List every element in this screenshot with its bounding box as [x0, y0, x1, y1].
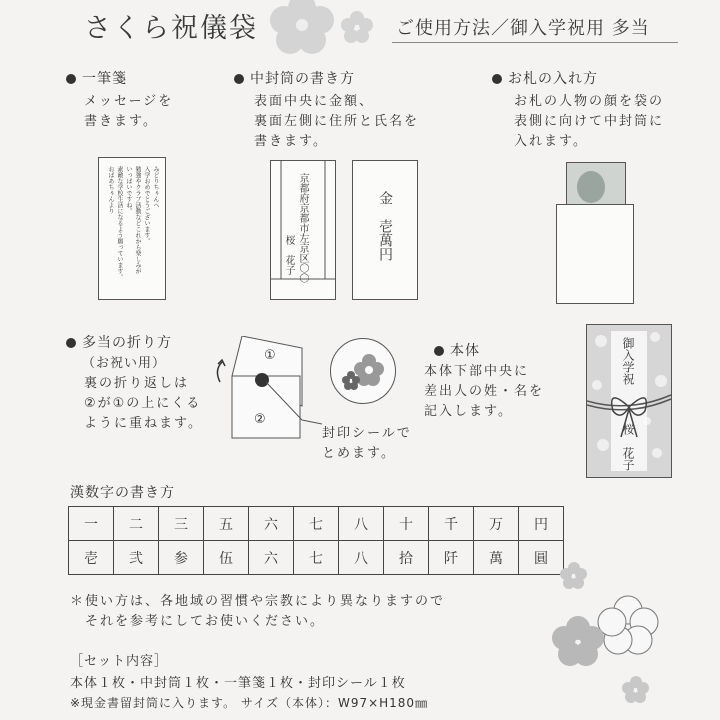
nakafuutou-back	[270, 160, 336, 300]
bullet-icon	[234, 74, 244, 84]
banknote-portrait	[577, 171, 605, 203]
kanji-cell: 三	[159, 507, 204, 541]
bullet-icon	[434, 346, 444, 356]
seal-instruction: 封印シールで とめます。	[322, 426, 412, 461]
kanji-cell: 弐	[114, 541, 159, 575]
kanji-cell: 円	[519, 507, 564, 541]
cherry-blossom-icon	[548, 556, 678, 716]
heading-text: お札の入れ方	[508, 71, 598, 87]
envelope-name: 桜 花子	[621, 423, 635, 471]
page-subtitle: ご使用方法／御入学祝用 多当	[396, 18, 650, 39]
letter-line: いっぱいですね。	[125, 166, 132, 214]
letter-line: みどりちゃんへ	[152, 166, 159, 208]
kanji-heading: 漢数字の書き方	[70, 485, 175, 501]
flap-1-label: ①	[264, 348, 276, 363]
section-tatou-text: 裏の折り返しは ②が①の上にくる ように重ねます。	[84, 376, 203, 431]
kanji-cell: 七	[294, 507, 339, 541]
section-nakafuutou-text: 表面中央に金額、 裏面左側に住所と氏名を 書きます。	[254, 94, 420, 149]
size-note: ※現金書留封筒に入ります。 サイズ（本体）：W97×H180㎜	[70, 696, 429, 710]
set-contents-list: 本体１枚・中封筒１枚・一筆箋１枚・封印シール１枚	[70, 676, 406, 691]
back-address: 京都府京都市左京区〇〇	[297, 173, 308, 283]
kanji-row	[69, 507, 564, 541]
heading-text: 一筆箋	[82, 71, 127, 87]
cherry-blossom-icon	[262, 0, 382, 60]
kanji-cell: 八	[339, 541, 384, 575]
page-title: さくら祝儀袋	[84, 13, 258, 44]
section-tatou-heading	[66, 332, 172, 352]
kanji-cell: 圓	[519, 541, 564, 575]
section-hontai-text: 本体下部中央に 差出人の姓・名を 記入します。	[424, 364, 545, 419]
subtitle-underline	[392, 42, 678, 43]
section-nakafuutou-heading	[234, 68, 355, 88]
kanji-cell: 八	[339, 507, 384, 541]
envelope-title: 御入学祝	[621, 337, 635, 385]
back-name: 桜 花子	[283, 235, 294, 275]
heading-text: 本体	[450, 343, 480, 359]
kanji-cell: 十	[384, 507, 429, 541]
kanji-cell: 六	[249, 541, 294, 575]
seal-blossom-icon	[339, 347, 387, 395]
kanji-cell: 千	[429, 507, 474, 541]
kanji-cell: 萬	[474, 541, 519, 575]
kanji-cell: 阡	[429, 541, 474, 575]
kanji-cell: 参	[159, 541, 204, 575]
bullet-icon	[492, 74, 502, 84]
kanji-cell: 万	[474, 507, 519, 541]
kanji-row	[69, 541, 564, 575]
section-ippitsusen-heading	[66, 68, 127, 88]
section-tatou-note: （お祝い用）	[82, 356, 167, 371]
kanji-numeral-table	[68, 506, 564, 575]
heading-text: 中封筒の書き方	[250, 71, 355, 87]
flap-2-label: ②	[254, 412, 266, 427]
kanji-cell: 拾	[384, 541, 429, 575]
osatsu-envelope	[556, 204, 634, 304]
front-amount: 金 壱萬円	[377, 191, 393, 261]
letter-line: おばあちゃんより	[107, 166, 114, 214]
letter-line: 勉強やクラブ活動などこれから楽しみが	[134, 166, 141, 274]
section-ippitsusen-text: メッセージを 書きます。	[84, 94, 174, 129]
letter-line: 素敵な学校生活になるよう願っています。	[116, 166, 123, 280]
ippitsusen-letter	[98, 157, 166, 300]
seal-sticker	[330, 338, 396, 404]
kanji-cell: 壱	[69, 541, 114, 575]
section-osatsu-heading	[492, 68, 598, 88]
bullet-icon	[66, 338, 76, 348]
section-hontai-heading	[434, 340, 480, 360]
letter-line: 入学おめでとうございます。	[143, 166, 150, 244]
nakafuutou-front	[352, 160, 418, 300]
hontai-envelope	[586, 324, 672, 478]
section-osatsu-text: お札の人物の顔を袋の 表側に向けて中封筒に 入れます。	[514, 94, 665, 149]
bullet-icon	[66, 74, 76, 84]
kanji-cell: 七	[294, 541, 339, 575]
kanji-cell: 一	[69, 507, 114, 541]
heading-text: 多当の折り方	[82, 335, 172, 351]
kanji-cell: 伍	[204, 541, 249, 575]
kanji-cell: 五	[204, 507, 249, 541]
custom-note: ＊使い方は、各地域の習慣や宗教により異なりますので それを参考にしてお使いください。	[70, 594, 446, 629]
set-contents-heading: ［セット内容］	[70, 654, 169, 669]
letter-lines	[107, 166, 159, 291]
kanji-cell: 二	[114, 507, 159, 541]
kanji-cell: 六	[249, 507, 294, 541]
